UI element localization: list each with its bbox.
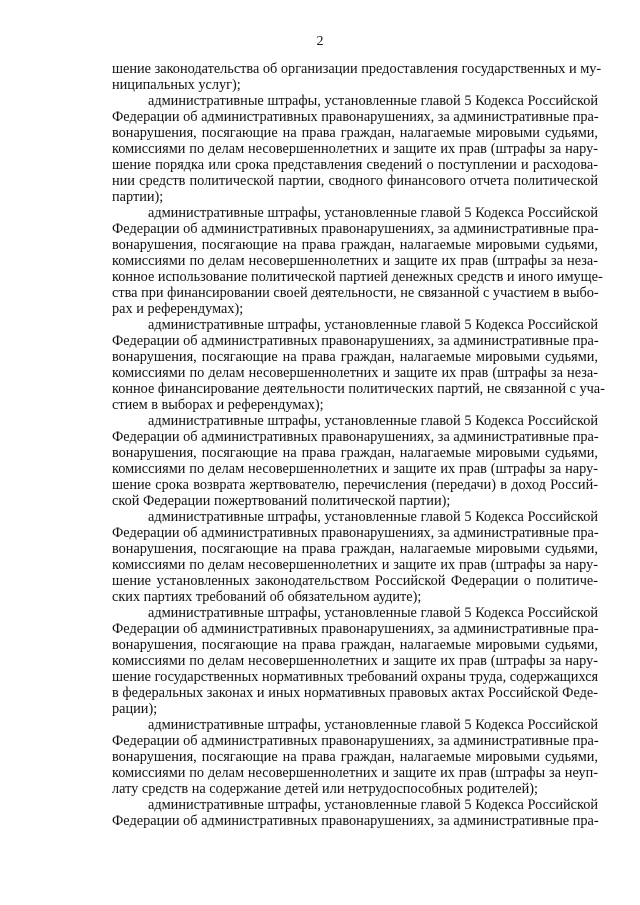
text-line: комиссиями по делам несовершеннолетних и защите их прав (штрафы за нару- xyxy=(112,557,598,573)
text-line: вонарушения, посягающие на права граждан, налагаемые мировыми судьями, xyxy=(112,541,598,557)
text-line: Федерации об административных правонарушениях, за административные пра- xyxy=(112,621,599,637)
text-line: вонарушения, посягающие на права граждан, налагаемые мировыми судьями, xyxy=(112,445,598,461)
text-line: стием в выборах и референдумах); xyxy=(112,397,324,413)
text-line: комиссиями по делам несовершеннолетних и защите их прав (штрафы за нару- xyxy=(112,653,598,669)
text-line: конное использование политической партией денежных средств и иного имуще- xyxy=(112,269,603,285)
paragraph xyxy=(112,717,598,797)
text-line: административные штрафы, установленные главой 5 Кодекса Российской xyxy=(148,509,598,525)
text-line: в федеральных законах и иных нормативных правовых актах Российской Феде- xyxy=(112,685,598,701)
text-line: вонарушения, посягающие на права граждан, налагаемые мировыми судьями, xyxy=(112,749,598,765)
text-line: рах и референдумах); xyxy=(112,301,244,317)
text-line: комиссиями по делам несовершеннолетних и защите их прав (штрафы за нару- xyxy=(112,461,598,477)
text-line: Федерации об административных правонарушениях, за административные пра- xyxy=(112,733,599,749)
text-line: административные штрафы, установленные главой 5 Кодекса Российской xyxy=(148,605,598,621)
text-line: ских партиях требований об обязательном аудите); xyxy=(112,589,422,605)
text-line: Федерации об административных правонарушениях, за административные пра- xyxy=(112,813,599,829)
text-line: комиссиями по делам несовершеннолетних и защите их прав (штрафы за неуп- xyxy=(112,765,598,781)
text-line: комиссиями по делам несовершеннолетних и защите их прав (штрафы за неза- xyxy=(112,365,598,381)
text-line: лату средств на содержание детей или нетрудоспособных родителей); xyxy=(112,781,538,797)
text-line: административные штрафы, установленные главой 5 Кодекса Российской xyxy=(148,205,598,221)
paragraph xyxy=(112,61,602,93)
text-line: Федерации об административных правонарушениях, за административные пра- xyxy=(112,429,599,445)
text-line: нии средств политической партии, сводного финансового отчета политической xyxy=(112,173,598,189)
text-line: Федерации об административных правонарушениях, за административные пра- xyxy=(112,221,599,237)
text-line: вонарушения, посягающие на права граждан, налагаемые мировыми судьями, xyxy=(112,125,598,141)
text-line: шение срока возврата жертвователю, перечисления (передачи) в доход Россий- xyxy=(112,477,598,493)
text-line: ниципальных услуг); xyxy=(112,77,241,93)
text-line: вонарушения, посягающие на права граждан, налагаемые мировыми судьями, xyxy=(112,237,598,253)
text-line: шение государственных нормативных требований охраны труда, содержащихся xyxy=(112,669,599,685)
paragraph xyxy=(112,413,598,509)
text-line: административные штрафы, установленные главой 5 Кодекса Российской xyxy=(148,717,598,733)
text-line: партии); xyxy=(112,189,164,205)
paragraph xyxy=(112,93,598,205)
text-line: конное финансирование деятельности политических партий, не связанной с уча- xyxy=(112,381,605,397)
paragraph xyxy=(112,205,603,317)
text-line: комиссиями по делам несовершеннолетних и защите их прав (штрафы за неза- xyxy=(112,253,598,269)
text-line: шение порядка или срока представления сведений о поступлении и расходова- xyxy=(112,157,598,173)
text-line: рации); xyxy=(112,701,158,717)
paragraph xyxy=(112,509,598,605)
page-number: 2 xyxy=(316,34,324,49)
text-line: комиссиями по делам несовершеннолетних и защите их прав (штрафы за нару- xyxy=(112,141,598,157)
text-line: Федерации об административных правонарушениях, за административные пра- xyxy=(112,333,599,349)
text-line: вонарушения, посягающие на права граждан, налагаемые мировыми судьями, xyxy=(112,637,598,653)
text-line: административные штрафы, установленные главой 5 Кодекса Российской xyxy=(148,93,598,109)
text-line: административные штрафы, установленные главой 5 Кодекса Российской xyxy=(148,413,598,429)
text-line: Федерации об административных правонарушениях, за административные пра- xyxy=(112,109,599,125)
text-line: Федерации об административных правонарушениях, за административные пра- xyxy=(112,525,599,541)
text-line: шение законодательства об организации предоставления государственных и му- xyxy=(112,61,602,77)
text-line: административные штрафы, установленные главой 5 Кодекса Российской xyxy=(148,317,598,333)
paragraph xyxy=(112,605,598,717)
paragraph xyxy=(112,797,598,829)
text-line: вонарушения, посягающие на права граждан, налагаемые мировыми судьями, xyxy=(112,349,598,365)
text-line: ства при финансировании своей деятельности, не связанной с участием в выбо- xyxy=(112,285,599,301)
document-body xyxy=(112,61,605,829)
text-line: административные штрафы, установленные главой 5 Кодекса Российской xyxy=(148,797,598,813)
text-line: шение установленных законодательством Российской Федерации о политиче- xyxy=(112,573,598,589)
paragraph xyxy=(112,317,605,413)
text-line: ской Федерации пожертвований политической партии); xyxy=(112,493,451,509)
